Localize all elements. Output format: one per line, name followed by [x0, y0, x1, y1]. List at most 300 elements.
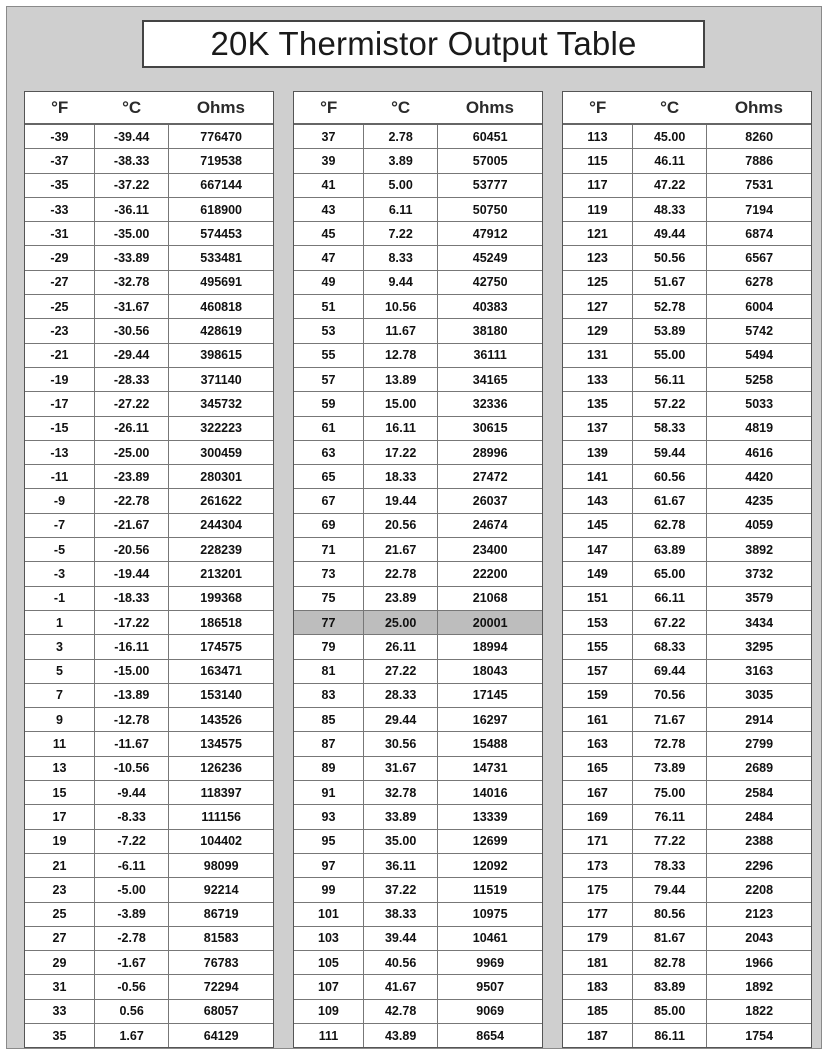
cell-ohms: 533481	[169, 246, 273, 270]
table-row	[563, 197, 811, 221]
cell-celsius: 55.00	[632, 343, 706, 367]
cell-celsius: 86.11	[632, 1023, 706, 1047]
table-row	[25, 222, 273, 246]
cell-celsius: 66.11	[632, 586, 706, 610]
cell-fahrenheit: 49	[294, 270, 363, 294]
cell-ohms: 228239	[169, 538, 273, 562]
cell-ohms: 72294	[169, 975, 273, 999]
table-row	[294, 465, 542, 489]
cell-fahrenheit: 167	[563, 781, 632, 805]
cell-ohms: 4059	[707, 513, 811, 537]
cell-celsius: -38.33	[94, 149, 168, 173]
table-row	[563, 124, 811, 149]
cell-fahrenheit: 41	[294, 173, 363, 197]
cell-ohms: 28996	[438, 440, 542, 464]
cell-celsius: 19.44	[363, 489, 437, 513]
cell-fahrenheit: 71	[294, 538, 363, 562]
cell-fahrenheit: 37	[294, 124, 363, 149]
cell-fahrenheit: 1	[25, 610, 94, 634]
table-row	[294, 781, 542, 805]
cell-ohms: 86719	[169, 902, 273, 926]
cell-ohms: 1892	[707, 975, 811, 999]
table-row	[563, 732, 811, 756]
cell-fahrenheit: 39	[294, 149, 363, 173]
cell-fahrenheit: 93	[294, 805, 363, 829]
cell-fahrenheit: 165	[563, 756, 632, 780]
cell-celsius: 20.56	[363, 513, 437, 537]
cell-celsius: -39.44	[94, 124, 168, 149]
data-table	[563, 92, 811, 1047]
cell-celsius: 61.67	[632, 489, 706, 513]
table-row	[294, 829, 542, 853]
cell-celsius: 77.22	[632, 829, 706, 853]
cell-ohms: 3892	[707, 538, 811, 562]
cell-fahrenheit: -15	[25, 416, 94, 440]
cell-fahrenheit: 143	[563, 489, 632, 513]
cell-fahrenheit: 79	[294, 635, 363, 659]
cell-celsius: 39.44	[363, 926, 437, 950]
cell-celsius: -19.44	[94, 562, 168, 586]
cell-celsius: 0.56	[94, 999, 168, 1023]
table-row	[25, 732, 273, 756]
cell-celsius: -15.00	[94, 659, 168, 683]
cell-celsius: 51.67	[632, 270, 706, 294]
table-row	[563, 805, 811, 829]
table-row	[294, 732, 542, 756]
table-row	[25, 562, 273, 586]
table-row	[294, 416, 542, 440]
header-row	[25, 92, 273, 124]
cell-ohms: 345732	[169, 392, 273, 416]
table-row	[563, 878, 811, 902]
cell-fahrenheit: 133	[563, 367, 632, 391]
cell-ohms: 428619	[169, 319, 273, 343]
cell-celsius: 67.22	[632, 610, 706, 634]
table-row	[25, 853, 273, 877]
cell-ohms: 2689	[707, 756, 811, 780]
cell-celsius: 52.78	[632, 295, 706, 319]
cell-celsius: 5.00	[363, 173, 437, 197]
table-row	[25, 513, 273, 537]
cell-celsius: 42.78	[363, 999, 437, 1023]
cell-fahrenheit: 61	[294, 416, 363, 440]
cell-ohms: 6004	[707, 295, 811, 319]
cell-celsius: -8.33	[94, 805, 168, 829]
cell-ohms: 16297	[438, 708, 542, 732]
cell-ohms: 371140	[169, 367, 273, 391]
cell-ohms: 2914	[707, 708, 811, 732]
cell-ohms: 13339	[438, 805, 542, 829]
cell-fahrenheit: 63	[294, 440, 363, 464]
table-row	[25, 1023, 273, 1047]
cell-ohms: 2296	[707, 853, 811, 877]
cell-fahrenheit: 73	[294, 562, 363, 586]
table-row	[294, 392, 542, 416]
table-row	[563, 853, 811, 877]
table-row	[25, 902, 273, 926]
cell-celsius: 53.89	[632, 319, 706, 343]
cell-celsius: 85.00	[632, 999, 706, 1023]
cell-celsius: -35.00	[94, 222, 168, 246]
cell-ohms: 27472	[438, 465, 542, 489]
cell-celsius: 35.00	[363, 829, 437, 853]
table-row	[25, 124, 273, 149]
table-row	[25, 538, 273, 562]
table-row	[294, 124, 542, 149]
cell-ohms: 3732	[707, 562, 811, 586]
cell-fahrenheit: 101	[294, 902, 363, 926]
cell-celsius: 76.11	[632, 805, 706, 829]
cell-ohms: 92214	[169, 878, 273, 902]
table-row	[563, 951, 811, 975]
cell-celsius: 21.67	[363, 538, 437, 562]
cell-celsius: -28.33	[94, 367, 168, 391]
cell-ohms: 26037	[438, 489, 542, 513]
cell-fahrenheit: 75	[294, 586, 363, 610]
cell-celsius: 40.56	[363, 951, 437, 975]
cell-ohms: 9969	[438, 951, 542, 975]
cell-celsius: -13.89	[94, 683, 168, 707]
cell-ohms: 3579	[707, 586, 811, 610]
table-row	[563, 829, 811, 853]
cell-celsius: 75.00	[632, 781, 706, 805]
cell-fahrenheit: 51	[294, 295, 363, 319]
table-row	[563, 781, 811, 805]
cell-ohms: 2484	[707, 805, 811, 829]
table-row	[294, 610, 542, 634]
table-row	[294, 149, 542, 173]
table-row	[563, 367, 811, 391]
cell-fahrenheit: 123	[563, 246, 632, 270]
cell-fahrenheit: 175	[563, 878, 632, 902]
table-row	[563, 538, 811, 562]
cell-ohms: 42750	[438, 270, 542, 294]
document-sheet	[6, 6, 822, 1049]
cell-ohms: 12092	[438, 853, 542, 877]
cell-ohms: 398615	[169, 343, 273, 367]
cell-ohms: 21068	[438, 586, 542, 610]
cell-celsius: 11.67	[363, 319, 437, 343]
cell-ohms: 6278	[707, 270, 811, 294]
table-row	[25, 586, 273, 610]
cell-fahrenheit: 9	[25, 708, 94, 732]
cell-celsius: 2.78	[363, 124, 437, 149]
cell-fahrenheit: 7	[25, 683, 94, 707]
table-row	[294, 295, 542, 319]
cell-celsius: 56.11	[632, 367, 706, 391]
cell-celsius: -16.11	[94, 635, 168, 659]
cell-ohms: 719538	[169, 149, 273, 173]
table-row	[563, 246, 811, 270]
cell-celsius: 31.67	[363, 756, 437, 780]
table-row	[25, 392, 273, 416]
cell-ohms: 50750	[438, 197, 542, 221]
cell-fahrenheit: 67	[294, 489, 363, 513]
column-header-ohms: Ohms	[169, 92, 273, 124]
cell-celsius: -27.22	[94, 392, 168, 416]
column-header-fahrenheit: °F	[294, 92, 363, 124]
cell-fahrenheit: 95	[294, 829, 363, 853]
table-row	[25, 756, 273, 780]
cell-celsius: 65.00	[632, 562, 706, 586]
table-row	[25, 270, 273, 294]
cell-celsius: 68.33	[632, 635, 706, 659]
table-row	[294, 853, 542, 877]
table-row	[25, 295, 273, 319]
cell-fahrenheit: 19	[25, 829, 94, 853]
cell-celsius: 26.11	[363, 635, 437, 659]
cell-ohms: 36111	[438, 343, 542, 367]
cell-ohms: 9507	[438, 975, 542, 999]
cell-fahrenheit: 169	[563, 805, 632, 829]
table-row	[25, 173, 273, 197]
cell-fahrenheit: -29	[25, 246, 94, 270]
cell-ohms: 3163	[707, 659, 811, 683]
cell-fahrenheit: 147	[563, 538, 632, 562]
table-row	[25, 610, 273, 634]
column-header-celsius: °C	[632, 92, 706, 124]
cell-fahrenheit: 187	[563, 1023, 632, 1047]
cell-ohms: 15488	[438, 732, 542, 756]
cell-celsius: 32.78	[363, 781, 437, 805]
cell-fahrenheit: 171	[563, 829, 632, 853]
cell-ohms: 2123	[707, 902, 811, 926]
cell-fahrenheit: 181	[563, 951, 632, 975]
table-row	[25, 999, 273, 1023]
table-row	[563, 343, 811, 367]
cell-fahrenheit: -19	[25, 367, 94, 391]
cell-celsius: -9.44	[94, 781, 168, 805]
cell-celsius: 82.78	[632, 951, 706, 975]
cell-ohms: 40383	[438, 295, 542, 319]
cell-ohms: 47912	[438, 222, 542, 246]
cell-fahrenheit: 115	[563, 149, 632, 173]
table-row	[25, 659, 273, 683]
cell-fahrenheit: 81	[294, 659, 363, 683]
cell-fahrenheit: -25	[25, 295, 94, 319]
cell-celsius: -3.89	[94, 902, 168, 926]
table-row	[294, 926, 542, 950]
cell-fahrenheit: 135	[563, 392, 632, 416]
cell-ohms: 3295	[707, 635, 811, 659]
cell-ohms: 1754	[707, 1023, 811, 1047]
cell-ohms: 8260	[707, 124, 811, 149]
cell-fahrenheit: 177	[563, 902, 632, 926]
cell-fahrenheit: -27	[25, 270, 94, 294]
table-row	[294, 659, 542, 683]
cell-fahrenheit: 137	[563, 416, 632, 440]
cell-ohms: 104402	[169, 829, 273, 853]
table-row	[294, 805, 542, 829]
cell-celsius: -22.78	[94, 489, 168, 513]
table-row	[25, 416, 273, 440]
column-header-fahrenheit: °F	[563, 92, 632, 124]
cell-ohms: 322223	[169, 416, 273, 440]
table-row	[294, 513, 542, 537]
cell-fahrenheit: -21	[25, 343, 94, 367]
cell-fahrenheit: 91	[294, 781, 363, 805]
table-row	[294, 562, 542, 586]
cell-ohms: 3434	[707, 610, 811, 634]
cell-ohms: 14016	[438, 781, 542, 805]
cell-celsius: 81.67	[632, 926, 706, 950]
column-header-fahrenheit: °F	[25, 92, 94, 124]
cell-fahrenheit: 69	[294, 513, 363, 537]
cell-celsius: 23.89	[363, 586, 437, 610]
cell-celsius: 73.89	[632, 756, 706, 780]
table-row	[294, 173, 542, 197]
cell-fahrenheit: 141	[563, 465, 632, 489]
cell-fahrenheit: -11	[25, 465, 94, 489]
cell-celsius: -37.22	[94, 173, 168, 197]
cell-ohms: 300459	[169, 440, 273, 464]
table-row	[25, 343, 273, 367]
table-row	[294, 319, 542, 343]
cell-celsius: -10.56	[94, 756, 168, 780]
cell-ohms: 30615	[438, 416, 542, 440]
cell-celsius: -31.67	[94, 295, 168, 319]
cell-ohms: 60451	[438, 124, 542, 149]
cell-ohms: 2208	[707, 878, 811, 902]
cell-celsius: 1.67	[94, 1023, 168, 1047]
cell-ohms: 64129	[169, 1023, 273, 1047]
cell-celsius: 80.56	[632, 902, 706, 926]
cell-ohms: 186518	[169, 610, 273, 634]
table-row	[563, 610, 811, 634]
table-row	[563, 586, 811, 610]
thermistor-table-2	[293, 91, 543, 1048]
cell-fahrenheit: 35	[25, 1023, 94, 1047]
cell-celsius: 28.33	[363, 683, 437, 707]
cell-celsius: -11.67	[94, 732, 168, 756]
table-row	[563, 562, 811, 586]
cell-celsius: 3.89	[363, 149, 437, 173]
cell-celsius: -6.11	[94, 853, 168, 877]
table-row	[294, 635, 542, 659]
cell-celsius: 70.56	[632, 683, 706, 707]
cell-celsius: -5.00	[94, 878, 168, 902]
cell-fahrenheit: 185	[563, 999, 632, 1023]
cell-ohms: 24674	[438, 513, 542, 537]
cell-ohms: 6874	[707, 222, 811, 246]
cell-ohms: 460818	[169, 295, 273, 319]
cell-celsius: -12.78	[94, 708, 168, 732]
cell-fahrenheit: 43	[294, 197, 363, 221]
cell-celsius: 13.89	[363, 367, 437, 391]
cell-celsius: 69.44	[632, 659, 706, 683]
cell-ohms: 280301	[169, 465, 273, 489]
cell-ohms: 3035	[707, 683, 811, 707]
cell-celsius: 10.56	[363, 295, 437, 319]
cell-ohms: 12699	[438, 829, 542, 853]
column-header-celsius: °C	[363, 92, 437, 124]
cell-fahrenheit: 131	[563, 343, 632, 367]
cell-celsius: 16.11	[363, 416, 437, 440]
table-row	[563, 440, 811, 464]
cell-celsius: 59.44	[632, 440, 706, 464]
cell-ohms: 38180	[438, 319, 542, 343]
cell-ohms: 9069	[438, 999, 542, 1023]
table-row	[25, 805, 273, 829]
cell-fahrenheit: 87	[294, 732, 363, 756]
cell-celsius: -25.00	[94, 440, 168, 464]
cell-ohms: 7531	[707, 173, 811, 197]
cell-ohms: 45249	[438, 246, 542, 270]
column-header-ohms: Ohms	[438, 92, 542, 124]
thermistor-table-3	[562, 91, 812, 1048]
cell-celsius: 48.33	[632, 197, 706, 221]
cell-celsius: 8.33	[363, 246, 437, 270]
table-row	[563, 319, 811, 343]
cell-fahrenheit: 117	[563, 173, 632, 197]
cell-celsius: 18.33	[363, 465, 437, 489]
cell-ohms: 495691	[169, 270, 273, 294]
cell-ohms: 199368	[169, 586, 273, 610]
cell-fahrenheit: 159	[563, 683, 632, 707]
cell-ohms: 34165	[438, 367, 542, 391]
cell-fahrenheit: -7	[25, 513, 94, 537]
cell-fahrenheit: -9	[25, 489, 94, 513]
table-row	[294, 708, 542, 732]
column-header-ohms: Ohms	[707, 92, 811, 124]
table-row	[563, 489, 811, 513]
cell-ohms: 5742	[707, 319, 811, 343]
cell-ohms: 118397	[169, 781, 273, 805]
cell-ohms: 244304	[169, 513, 273, 537]
cell-celsius: 12.78	[363, 343, 437, 367]
cell-celsius: 27.22	[363, 659, 437, 683]
data-table	[294, 92, 542, 1047]
table-row	[294, 951, 542, 975]
cell-fahrenheit: 65	[294, 465, 363, 489]
table-row	[563, 683, 811, 707]
cell-ohms: 17145	[438, 683, 542, 707]
cell-fahrenheit: 29	[25, 951, 94, 975]
table-row	[563, 756, 811, 780]
cell-celsius: 37.22	[363, 878, 437, 902]
cell-fahrenheit: 25	[25, 902, 94, 926]
table-row	[563, 635, 811, 659]
cell-celsius: 58.33	[632, 416, 706, 440]
table-row	[25, 246, 273, 270]
cell-fahrenheit: -5	[25, 538, 94, 562]
cell-celsius: 38.33	[363, 902, 437, 926]
cell-fahrenheit: 3	[25, 635, 94, 659]
cell-celsius: 9.44	[363, 270, 437, 294]
data-table	[25, 92, 273, 1047]
table-row	[25, 465, 273, 489]
cell-ohms: 618900	[169, 197, 273, 221]
cell-fahrenheit: 33	[25, 999, 94, 1023]
table-row	[294, 586, 542, 610]
cell-fahrenheit: 157	[563, 659, 632, 683]
cell-ohms: 574453	[169, 222, 273, 246]
cell-ohms: 213201	[169, 562, 273, 586]
cell-ohms: 1966	[707, 951, 811, 975]
table-row	[563, 999, 811, 1023]
cell-fahrenheit: 139	[563, 440, 632, 464]
cell-ohms: 53777	[438, 173, 542, 197]
cell-celsius: -18.33	[94, 586, 168, 610]
cell-ohms: 163471	[169, 659, 273, 683]
table-row	[563, 902, 811, 926]
cell-celsius: -29.44	[94, 343, 168, 367]
cell-ohms: 68057	[169, 999, 273, 1023]
table-row	[563, 149, 811, 173]
cell-celsius: 46.11	[632, 149, 706, 173]
table-row	[563, 392, 811, 416]
table-row	[25, 781, 273, 805]
